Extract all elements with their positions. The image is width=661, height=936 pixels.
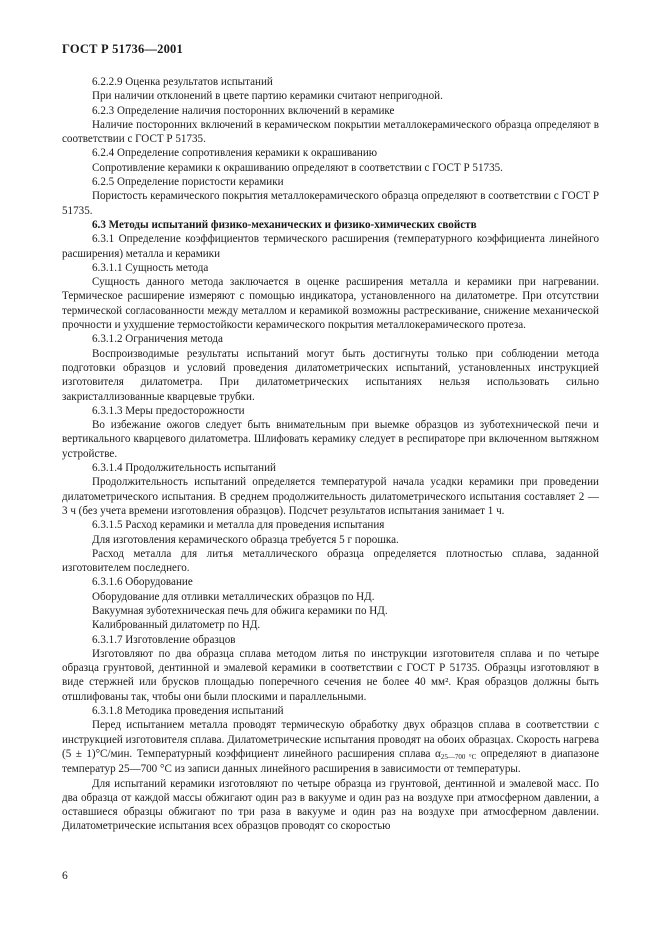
section-heading-6-3: 6.3 Методы испытаний физико-механических и физико-химических свойств <box>92 218 477 231</box>
paragraph: Продолжительность испытаний определяется температурой начала усадки керамики при проведении дилатометрического испытания. В среднем продолжительность дилатометрического испытания составляет 2 — 3 ч (без учета времени изготовления образцов). Подсчет результатов испытания занимает 1 ч. <box>62 476 599 517</box>
heading-6-3-1-3: 6.3.1.3 Меры предосторожности <box>92 404 245 417</box>
document-code-header: ГОСТ Р 51736—2001 <box>62 42 183 56</box>
paragraph-text: Перед испытанием металла проводят термическую обработку двух образцов сплава в соответствии с инструкцией изготовителя сплава. Дилатометрические испытания проводят на обоих образцах. Скорость нагрева (5 ± 1)°С/мин. Температурный коэффициент линейного расширения сплава <box>62 719 599 760</box>
paragraph-text-rest: определяют в диапазоне температур 25—700 °С из записи данных линейного расширения в зависимости от температуры. <box>62 747 600 776</box>
heading-6-3-1-8: 6.3.1.8 Методика проведения испытаний <box>92 705 284 718</box>
page-number: 6 <box>62 870 68 882</box>
paragraph: При наличии отклонений в цвете партию керамики считают непригодной. <box>92 90 443 103</box>
heading-6-2-3: 6.2.3 Определение наличия посторонних включений в керамике <box>92 104 395 117</box>
paragraph: Воспроизводимые результаты испытаний могут быть достигнуты только при соблюдении метода подготовки образцов и условий проведения дилатометрических испытаний, установленных инструкцией изготовителя дилатометра. При дилатометрических испытаниях нельзя использовать сильно закристаллизованные кварцевые трубки. <box>62 347 599 403</box>
heading-6-3-1-2: 6.3.1.2 Ограничения метода <box>92 333 223 346</box>
heading-6-3-1-1: 6.3.1.1 Сущность метода <box>92 261 209 274</box>
heading-6-3-1-5: 6.3.1.5 Расход керамики и металла для проведения испытания <box>92 519 385 532</box>
paragraph: Во избежание ожогов следует быть внимательным при выемке образцов из зуботехнической печи и вертикального кварцевого дилатометра. Шлифовать керамику следует в респираторе при включенном вытяжном устройстве. <box>62 419 599 460</box>
paragraph: Вакуумная зуботехническая печь для обжига керамики по НД. <box>92 604 388 617</box>
heading-6-3-1-6: 6.3.1.6 Оборудование <box>92 576 193 589</box>
paragraph: Сопротивление керамики к окрашиванию определяют в соответствии с ГОСТ Р 51735. <box>92 161 503 174</box>
paragraph: Наличие посторонних включений в керамическом покрытии металлокерамического образца определяют в соответствии с ГОСТ Р 51735. <box>62 118 599 146</box>
paragraph: Калиброванный дилатометр по НД. <box>92 619 261 632</box>
alpha-subscript: 25—700 °С <box>440 752 477 761</box>
heading-6-3-1-4: 6.3.1.4 Продолжительность испытаний <box>92 462 276 475</box>
paragraph: Для испытаний керамики изготовляют по четыре образца из грунтовой, дентинной и эмалевой масс. По два образца от каждой массы обжигают один раз в вакууме и один раз на воздухе при атмосферном давлении, а оставшиеся образцы обжигают по три раза в вакууме и один раз на воздухе при атмосферном давлении. Дилатометрические испытания всех образцов проводят со скоростью <box>62 777 599 833</box>
paragraph-with-alpha <box>62 718 599 776</box>
paragraph: Для изготовления керамического образца требуется 5 г порошка. <box>92 533 399 546</box>
heading-6-2-5: 6.2.5 Определение пористости керамики <box>92 176 284 189</box>
heading-6-2-4: 6.2.4 Определение сопротивления керамики к окрашиванию <box>92 147 378 160</box>
paragraph: Сущность данного метода заключается в оценке расширения металла и керамики при нагревании. Термическое расширение измеряют с помощью индикатора, установленного на дилатометре. При отсутствии термической согласованности между металлом и керамикой возможны растрескивание, снижение механической прочности и ухудшение термостойкости керамического покрытия металлокерамического протеза. <box>62 276 599 332</box>
heading-6-3-1-7: 6.3.1.7 Изготовление образцов <box>92 633 236 646</box>
paragraph: Изготовляют по два образца сплава методом литья по инструкции изготовителя сплава и по четыре образца грунтовой, дентинной и эмалевой керамики в соответствии с ГОСТ Р 51735. Образцы изготовляют в виде стержней или брусков площадью поперечного сечения не более 40 мм². Края образцов должны быть отшлифованы так, чтобы они были плоскими и параллельными. <box>62 647 599 703</box>
heading-6-3-1: 6.3.1 Определение коэффициентов термического расширения (температурного коэффициента линейного расширения) металла и керамики <box>62 233 599 260</box>
paragraph: Оборудование для отливки металлических образцов по НД. <box>92 590 375 603</box>
heading-6-2-2-9: 6.2.2.9 Оценка результатов испытаний <box>92 76 273 88</box>
alpha-symbol: α <box>435 747 441 760</box>
paragraph: Пористость керамического покрытия металлокерамического образца определяют в соответствии с ГОСТ Р 51735. <box>62 190 599 217</box>
document-body <box>62 75 599 834</box>
paragraph: Расход металла для литья металлического образца определяется плотностью сплава, заданной изготовителем последнего. <box>62 547 599 575</box>
